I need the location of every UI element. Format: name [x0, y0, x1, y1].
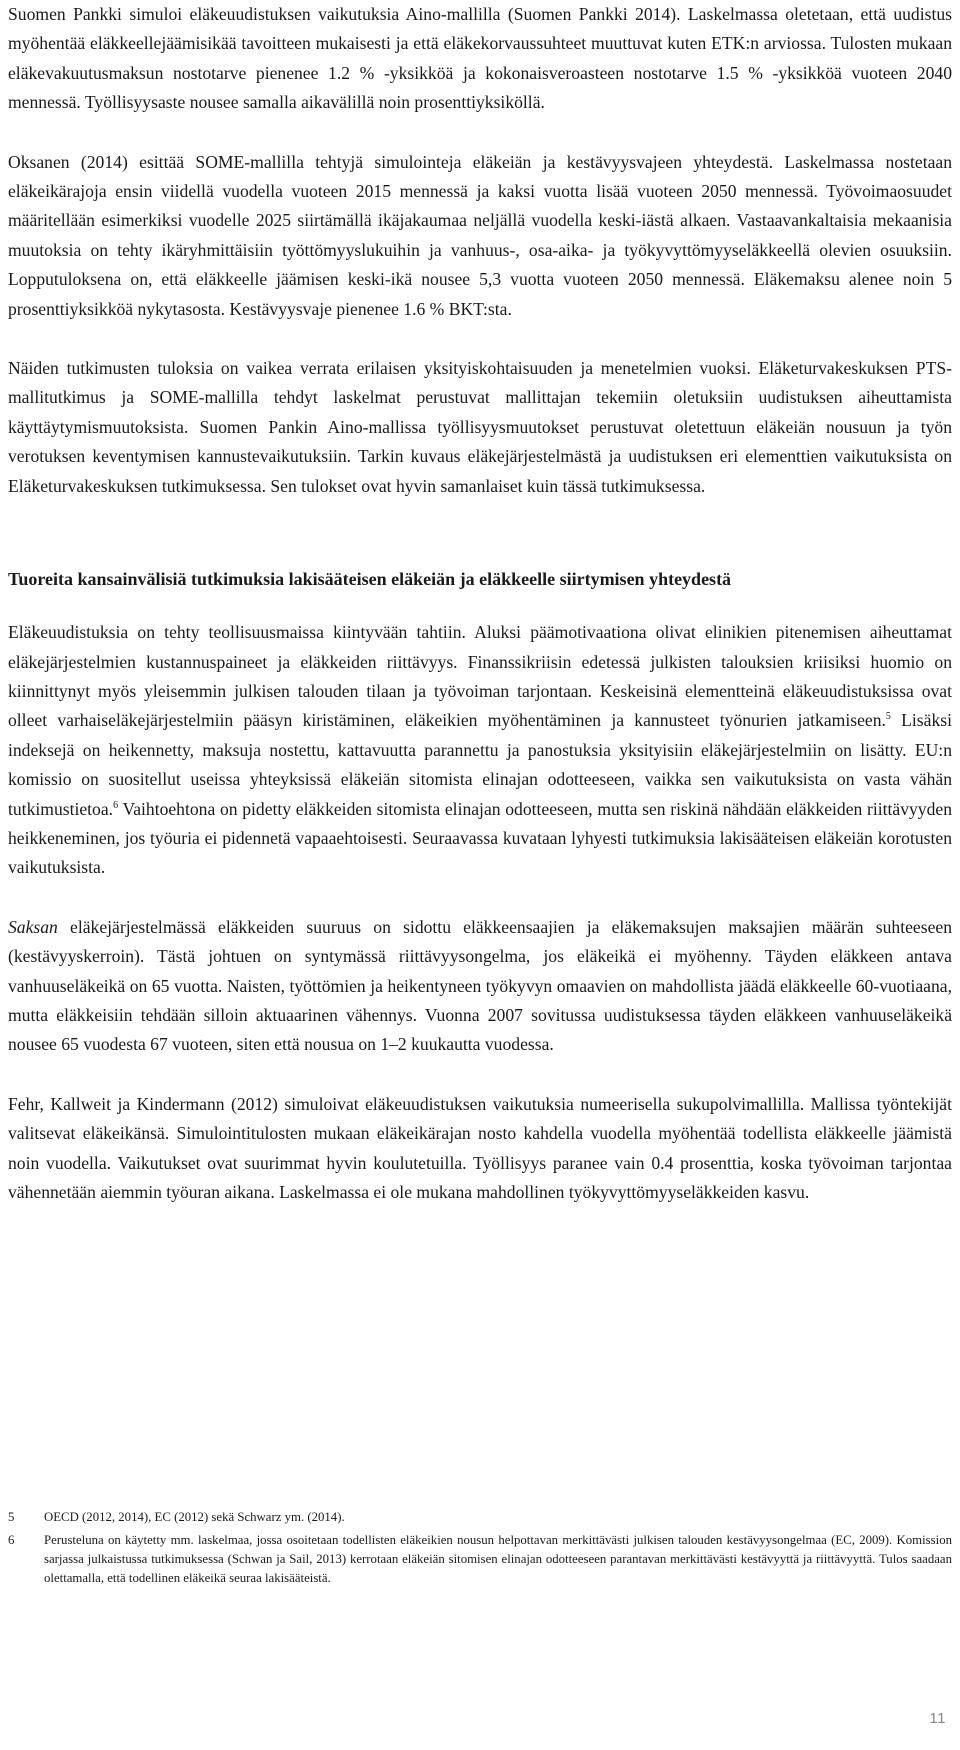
page-number: 11 [929, 1710, 946, 1727]
paragraph-germany [8, 913, 952, 1060]
paragraph-text: Eläkeuudistuksia on tehty teollisuusmaissa kiintyvään tahtiin. Aluksi päämotivaationa olivat elinikien pitenemisen aiheuttamat eläkejärjestelmien kustannuspaineet ja eläkkeiden riittävyys. Finanssikriisin edetessä julkisten talouksien kriisiksi huomio on kiinnittynyt myös yleisemmin julkisen talouden tilaan ja työvoiman tarjontaan. Keskeisinä elementteinä eläkeuudistuksissa ovat olleet varhaiseläkejärjestelmiin pääsyn kiristäminen, eläkeikien myöhentäminen ja kannusteet työnurien jatkamiseen. [8, 622, 952, 731]
footnote-5 [8, 1508, 952, 1527]
paragraph-text: Lisäksi indeksejä on heikennetty, maksuja nostettu, kattavuutta parannettu ja panostuksia yksityisiin eläkejärjestelmiin on lisätty. EU:n komissio on suositellut useissa yhteyksissä eläkeiän sitomista elinajan odotteeseen, vaikka sen vaikutuksista on vasta vähän tutkimustietoa. [8, 710, 952, 819]
paragraph-text: eläkejärjestelmässä eläkkeiden suuruus on sidottu eläkkeensaajien ja eläkemaksujen maksajien määrän suhteeseen (kestävyyskerroin). Tästä johtuen on syntymässä riittävyysongelma, jos eläkeikä ei myöhenny. Täyden eläkkeen antava vanhuuseläkeikä on 65 vuotta. Naisten, työttömien ja heikentyneen työkyvyn omaavien on mahdollista jäädä eläkkeelle 60-vuotiaana, mutta eläkkeisiin tehdään silloin aktuaarinen vähennys. Vuonna 2007 sovitussa uudistuksessa täyden eläkkeen vanhuuseläkeikä nousee 65 vuodesta 67 vuoteen, siten että nousua on 1–2 kuukautta vuodessa. [8, 916, 952, 1055]
footnote-6 [8, 1531, 952, 1588]
footnote-text: OECD (2012, 2014), EC (2012) sekä Schwarz ym. (2014). [44, 1510, 345, 1524]
paragraph-aino-model: Suomen Pankki simuloi eläkeuudistuksen vaikutuksia Aino-mallilla (Suomen Pankki 2014). Laskelmassa oletetaan, että uudistus myöhentää eläkkeellejäämisikää tavoitteen mukaisesti ja että eläkekorvaussuhteet muuttuvat kuten ETK:n arviossa. Tulosten mukaan eläkevakuutusmaksun nostotarve pienenee 1.2 % -yksikköä ja kokonaisveroasteen nostotarve 1.5 % -yksikköä vuoteen 2040 mennessä. Työllisyysaste nousee samalla aikavälillä noin prosenttiyksiköllä. [8, 4, 952, 113]
footnote-number: 6 [8, 1533, 15, 1547]
footnote-number: 5 [8, 1510, 15, 1524]
section-heading: Tuoreita kansainvälisiä tutkimuksia lakisääteisen eläkeiän ja eläkkeelle siirtymisen yhteydestä [8, 569, 732, 590]
country-name-germany: Saksan [8, 916, 58, 937]
paragraph-pension-reforms [8, 618, 952, 883]
document-body [8, 0, 952, 1207]
footnotes [8, 1508, 952, 1588]
paragraph-text: Vaihtoehtona on pidetty eläkkeiden sitomista elinajan odotteeseen, mutta sen riskinä nähdään eläkkeiden riittävyyden heikkeneminen, jos työuria ei pidennetä vapaaehtoisesti. Seuraavassa kuvataan lyhyesti tutkimuksia lakisääteisen eläkeiän korotusten vaikutuksista. [8, 798, 952, 878]
footnote-ref-5: 5 [885, 711, 891, 723]
footnote-ref-6: 6 [113, 799, 119, 811]
paragraph-comparison: Näiden tutkimusten tuloksia on vaikea verrata erilaisen yksityiskohtaisuuden ja menetelmien vuoksi. Eläketurvakeskuksen PTS-mallitutkimus ja SOME-mallilla tehdyt laskelmat perustuvat mallittajan tekemiin oletuksiin uudistuksen aiheuttamista käyttäytymismuutoksista. Suomen Pankin Aino-mallissa työllisyysmuutokset perustuvat oletettuun eläkeiän nousuun ja työn verotuksen keventymisen kannustevaikutuksiin. Tarkin kuvaus eläkejärjestelmästä ja uudistuksen eri elementtien vaikutuksista on Eläketurvakeskuksen tutkimuksessa. Sen tulokset ovat hyvin samanlaiset kuin tässä tutkimuksessa. [8, 358, 952, 496]
paragraph-fehr-kallweit-kindermann: Fehr, Kallweit ja Kindermann (2012) simuloivat eläkeuudistuksen vaikutuksia numeerisella sukupolvimallilla. Mallissa työntekijät valitsevat eläkeikänsä. Simulointitulosten mukaan eläkeikärajan nosto kahdella vuodella myöhentää todellista eläkkeelle jäämistä noin vuodella. Vaikutukset ovat suurimmat hyvin koulutetuilla. Työllisyys paranee vain 0.4 prosenttia, koska työvoiman tarjontaa vähennetään aiemmin työuran aikana. Laskelmassa ei ole mukana mahdollinen työkyvyttömyyseläkkeiden kasvu. [8, 1093, 952, 1202]
paragraph-some-model: Oksanen (2014) esittää SOME-mallilla tehtyjä simulointeja eläkeiän ja kestävyysvajeen yhteydestä. Laskelmassa nostetaan eläkeikärajoja ensin viidellä vuodella vuoteen 2015 mennessä ja kaksi vuotta lisää vuoteen 2050 mennessä. Työvoimaosuudet määritellään esimerkiksi vuodelle 2025 siirtämällä ikäjakaumaa neljällä vuodella keski-iästä alkaen. Vastaavankaltaisia mekaanisia muutoksia on tehty ikäryhmittäisiin työttömyyslukuihin ja vanhuus-, osa-aika- ja työkyvyttömyyseläkkeellä olevien osuuksiin. Lopputuloksena on, että eläkkeelle jäämisen keski-ikä nousee 5,3 vuotta vuoteen 2050 mennessä. Eläkemaksu alenee noin 5 prosenttiyksikköä nykytasosta. Kestävyysvaje pienenee 1.6 % BKT:sta. [8, 151, 952, 319]
footnote-text: Perusteluna on käytetty mm. laskelmaa, jossa osoitetaan todellisten eläkeikien nousun helpottavan merkittävästi julkisen talouden kestävyysongelmaa (EC, 2009). Komission sarjassa julkaistussa tutkimuksessa (Schwan ja Sail, 2013) kerrotaan eläkeiän sitomisen elinajan odotteeseen parantavan merkittävästi kestävyyttä ja riittävyyttä. Tulos saadaan olettamalla, että todellinen eläkeikä seuraa lakisääteistä. [44, 1533, 952, 1585]
